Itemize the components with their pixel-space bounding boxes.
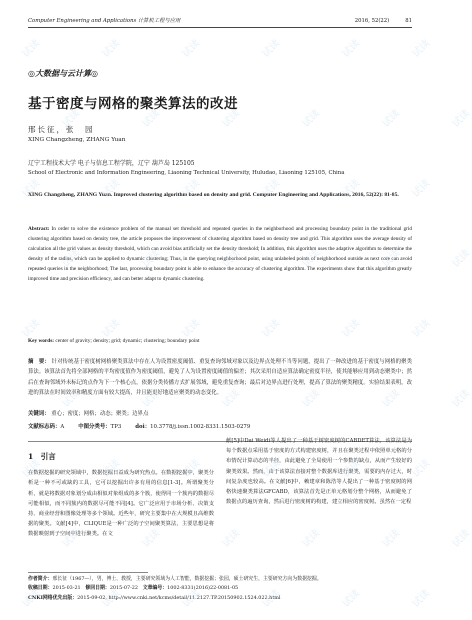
cnki-text: 2015-09-02, http://www.cnki.net/kcms/detail/11.2127.TP.20150902.1524.022.html — [77, 595, 281, 601]
journal-name: Computer Engineering and Applications 计算机工程与应用 — [28, 18, 181, 24]
watermark-text: 试读 — [260, 587, 283, 610]
watermark-text: 试读 — [20, 37, 43, 60]
watermark-text: 试读 — [180, 37, 203, 60]
watermark-text: 试读 — [100, 177, 123, 200]
watermark-text: 试读 — [450, 247, 472, 270]
keywords-en — [28, 336, 412, 346]
page-number: 81 — [405, 18, 412, 24]
keywords-cn — [28, 409, 148, 417]
abstract-en — [28, 224, 412, 285]
affiliation-cn: 辽宁工程技术大学 电子与信息工程学院，辽宁 葫芦岛 125105 — [28, 160, 195, 167]
doi-label: doi： — [135, 424, 151, 430]
affiliation-en: School of Electronic and Information Engineering, Liaoning Technical University, Huludao, Liaoning 125105, China — [28, 170, 345, 176]
paper-title: 基于密度与网格的聚类算法的改进 — [28, 96, 238, 112]
abstract-cn — [28, 357, 412, 399]
watermark-text: 试读 — [20, 457, 43, 480]
doc-code-label: 文献标志码： — [28, 424, 61, 430]
keywords-cn-text: 重心；密度；网格；动态；聚类；边界点 — [51, 411, 149, 417]
watermark-text: 试读 — [260, 317, 283, 340]
footnote-author-text: 邢长征（1967—），男，博士，教授，主要研究领域为人工智能，数据挖掘；张园，硕士研究生，主要研究方向为数据挖掘。 — [52, 576, 322, 582]
watermark-text: 试读 — [100, 317, 123, 340]
watermark-text: 试读 — [180, 317, 203, 340]
intro-text-left: 在数据挖掘的研究领域中，数据挖掘日益成为研究热点。在数据挖掘中，聚类分析是一种不可或缺的工具，它可以挖掘出许多有用的信息[1-3]。所谓聚类分析，就是将数据对象划分成由相似对象组成的多个簇，使得同一个簇内的数据尽可能相似，而不同簇内的数据尽可能不同[4]。它广泛应用于市场分析、决策支持、商业经营和图像处理等多个领域。近些年，研究主要集中在大规模且高维数据的聚类。文献[4]中，CLIQUE是一种广泛的子空间聚类算法，主要思想是将数据映射到子空间中进行聚类。在文 — [28, 470, 214, 538]
keywords-cn-label: 关键词： — [28, 411, 50, 417]
watermark-text: 试读 — [220, 387, 243, 410]
watermark-text: 试读 — [180, 587, 203, 610]
footnote-author-label: 作者简介： — [28, 576, 53, 582]
watermark-text: 试读 — [340, 317, 363, 340]
received-label: 收稿日期： — [28, 585, 53, 591]
watermark-text: 试读 — [340, 37, 363, 60]
clc-label: 中图分类号： — [78, 424, 111, 430]
watermark-text: 试读 — [140, 527, 163, 550]
watermark-text: 试读 — [220, 247, 243, 270]
watermark-text: 试读 — [20, 587, 43, 610]
watermark-text: 试读 — [20, 177, 43, 200]
watermark-text: 试读 — [410, 177, 433, 200]
watermark-text: 试读 — [60, 527, 83, 550]
watermark-text: 试读 — [220, 107, 243, 130]
abstract-cn-label: 摘 要： — [28, 359, 50, 365]
footnote-divider — [28, 572, 148, 573]
watermark-text: 试读 — [340, 177, 363, 200]
cnki-label: CNKI网络优先出版： — [28, 595, 78, 601]
doi — [135, 422, 250, 430]
footnote-author — [28, 575, 412, 583]
watermark-text: 试读 — [20, 317, 43, 340]
intro-text-right: 献[5]中Dai Weidi等人提出了一种基于树密度树的CABDET算法，该算法是为每个数据点采用基于密度的方式构建密度树，并且在聚类过程中依照单元格的分布情况计算动态的半径，由此避免了全局使用一个参数的缺点，从而产生较好的聚类效果。然而，由于该算法直接对整个数据库进行聚类，需要的内存过大，时间复杂度也较高。在文献[6]中，赖建章和陈浩等人提出了一种基于密度树的网格快速聚类算法GFCABD，该算法首先是正单元格划分整个网格，从而避免了数据点的遍历查询，然后进行密度树的构建，建立相应的密度树。虽然在一定程 — [226, 438, 412, 506]
watermark-text: 试读 — [380, 107, 403, 130]
watermark-text: 试读 — [340, 457, 363, 480]
watermark-text: 试读 — [180, 457, 203, 480]
body-column-left — [28, 452, 214, 540]
watermark-text: 试读 — [380, 387, 403, 410]
doc-code — [28, 422, 64, 430]
keywords-en-label: Key words: — [28, 338, 55, 344]
watermark-text: 试读 — [340, 587, 363, 610]
footnote-dates — [28, 584, 412, 592]
watermark-text: 试读 — [410, 37, 433, 60]
paper-identifiers — [28, 422, 250, 430]
authors-cn: 邢长征，张 园 — [28, 125, 95, 134]
watermark-text: 试读 — [100, 457, 123, 480]
abstract-cn-text: 针对传统基于密度树网格聚类算法中存在人为设置密度阈值、重复查询邻域对象以及边界点处理不当等问题，提出了一种改进的基于密度与网格的聚类算法。该算法首先将全部网格的平均密度值作为密度阈值，避免了人为设置密度阈值的偏差；其次采用自适应算法确定密度半径，使其能够应用到动态聚类中；然后在查询邻域外未标记的点作为下一个核心点，依据分类传播方式扩展邻域，避免重复查询；最后对边界点进行处理，提高了算法的聚类精度。实验结果表明，改进的算法在时间效率和精度方面有较大提高，并且能更好地适应聚类的动态变化。 — [28, 359, 412, 397]
abstract-en-text: In order to solve the existence problem of the manual set threshold and repeated queries in the neighborhood and processing boundary point in the traditional grid clustering algorithm based on density tree, the article proposes the improvement of clustering algorithm based on density tree and grid. This algorithm uses the average density of calculation all the grid values as density threshold, which can avoid bias artificially set the density threshold; In addition, this algorithm uses the adaptive algorithm to determine the density of the radius, which can be applied to dynamic clustering; Thus, in the querying neighborhood point, using unlabeled points of neighborhood outside as next core can avoid repeated queries in the neighborhood; The last, processing boundary point is able to enhance the accuracy of clustering algorithm. The experiments show that this algorithm greatly improved time and precision efficiency, and can better adapt to dynamic clustering. — [28, 226, 412, 283]
received-date: 2015-03-21 — [52, 585, 81, 591]
watermark-text: 试读 — [140, 387, 163, 410]
authors-en: XING Changzheng, ZHANG Yuan — [28, 137, 126, 143]
doc-code-value: A — [60, 424, 65, 430]
watermark-text: 试读 — [300, 387, 323, 410]
doi-value: 10.3778/j.issn.1002-8331.1503-0279 — [150, 424, 251, 430]
clc-value: TP3 — [110, 424, 122, 430]
abstract-en-label: Abstract: — [28, 226, 50, 232]
watermark-text: 试读 — [410, 457, 433, 480]
revised-date: 2015-07-22 — [109, 585, 139, 591]
watermark-text: 试读 — [260, 457, 283, 480]
watermark-text: 试读 — [260, 37, 283, 60]
watermark-text: 试读 — [450, 527, 472, 550]
watermark-text: 试读 — [180, 177, 203, 200]
revised-label: 修回日期： — [85, 585, 110, 591]
watermark-text: 试读 — [410, 587, 433, 610]
watermark-text: 试读 — [450, 107, 472, 130]
watermark-text: 试读 — [140, 247, 163, 270]
intro-heading: 1 引言 — [28, 452, 56, 461]
watermark-text: 试读 — [100, 37, 123, 60]
footnote-cnki — [28, 594, 412, 602]
citation: XING Changzheng, ZHANG Yuan. Improved clustering algorithm based on density and grid. Computer Engineering and Applications, 2016, 52(22): 81-85. — [28, 192, 399, 198]
keywords-en-text: center of gravity; density; grid; dynamic; clustering; boundary point — [55, 338, 200, 344]
watermark-text: 试读 — [60, 247, 83, 270]
watermark-text: 试读 — [300, 247, 323, 270]
clc-number — [78, 422, 121, 430]
article-no-label: 文章编号： — [142, 585, 168, 591]
issue-info: 2016, 52(22) — [354, 18, 390, 24]
article-no: 1002-8331(2016)22-0081-05 — [167, 585, 239, 591]
watermark-text: 试读 — [60, 107, 83, 130]
section-tag: ◎大数据与云计算◎ — [28, 68, 98, 78]
running-header — [28, 14, 412, 28]
watermark-text: 试读 — [410, 317, 433, 340]
watermark-text: 试读 — [380, 527, 403, 550]
watermark-text: 试读 — [220, 527, 243, 550]
watermark-text: 试读 — [260, 177, 283, 200]
watermark-text: 试读 — [300, 527, 323, 550]
body-column-right — [226, 436, 412, 507]
watermark-text: 试读 — [450, 387, 472, 410]
watermark-text: 试读 — [140, 107, 163, 130]
watermark-text: 试读 — [60, 387, 83, 410]
watermark-text: 试读 — [380, 247, 403, 270]
watermark-text: 试读 — [300, 107, 323, 130]
watermark-text: 试读 — [100, 587, 123, 610]
